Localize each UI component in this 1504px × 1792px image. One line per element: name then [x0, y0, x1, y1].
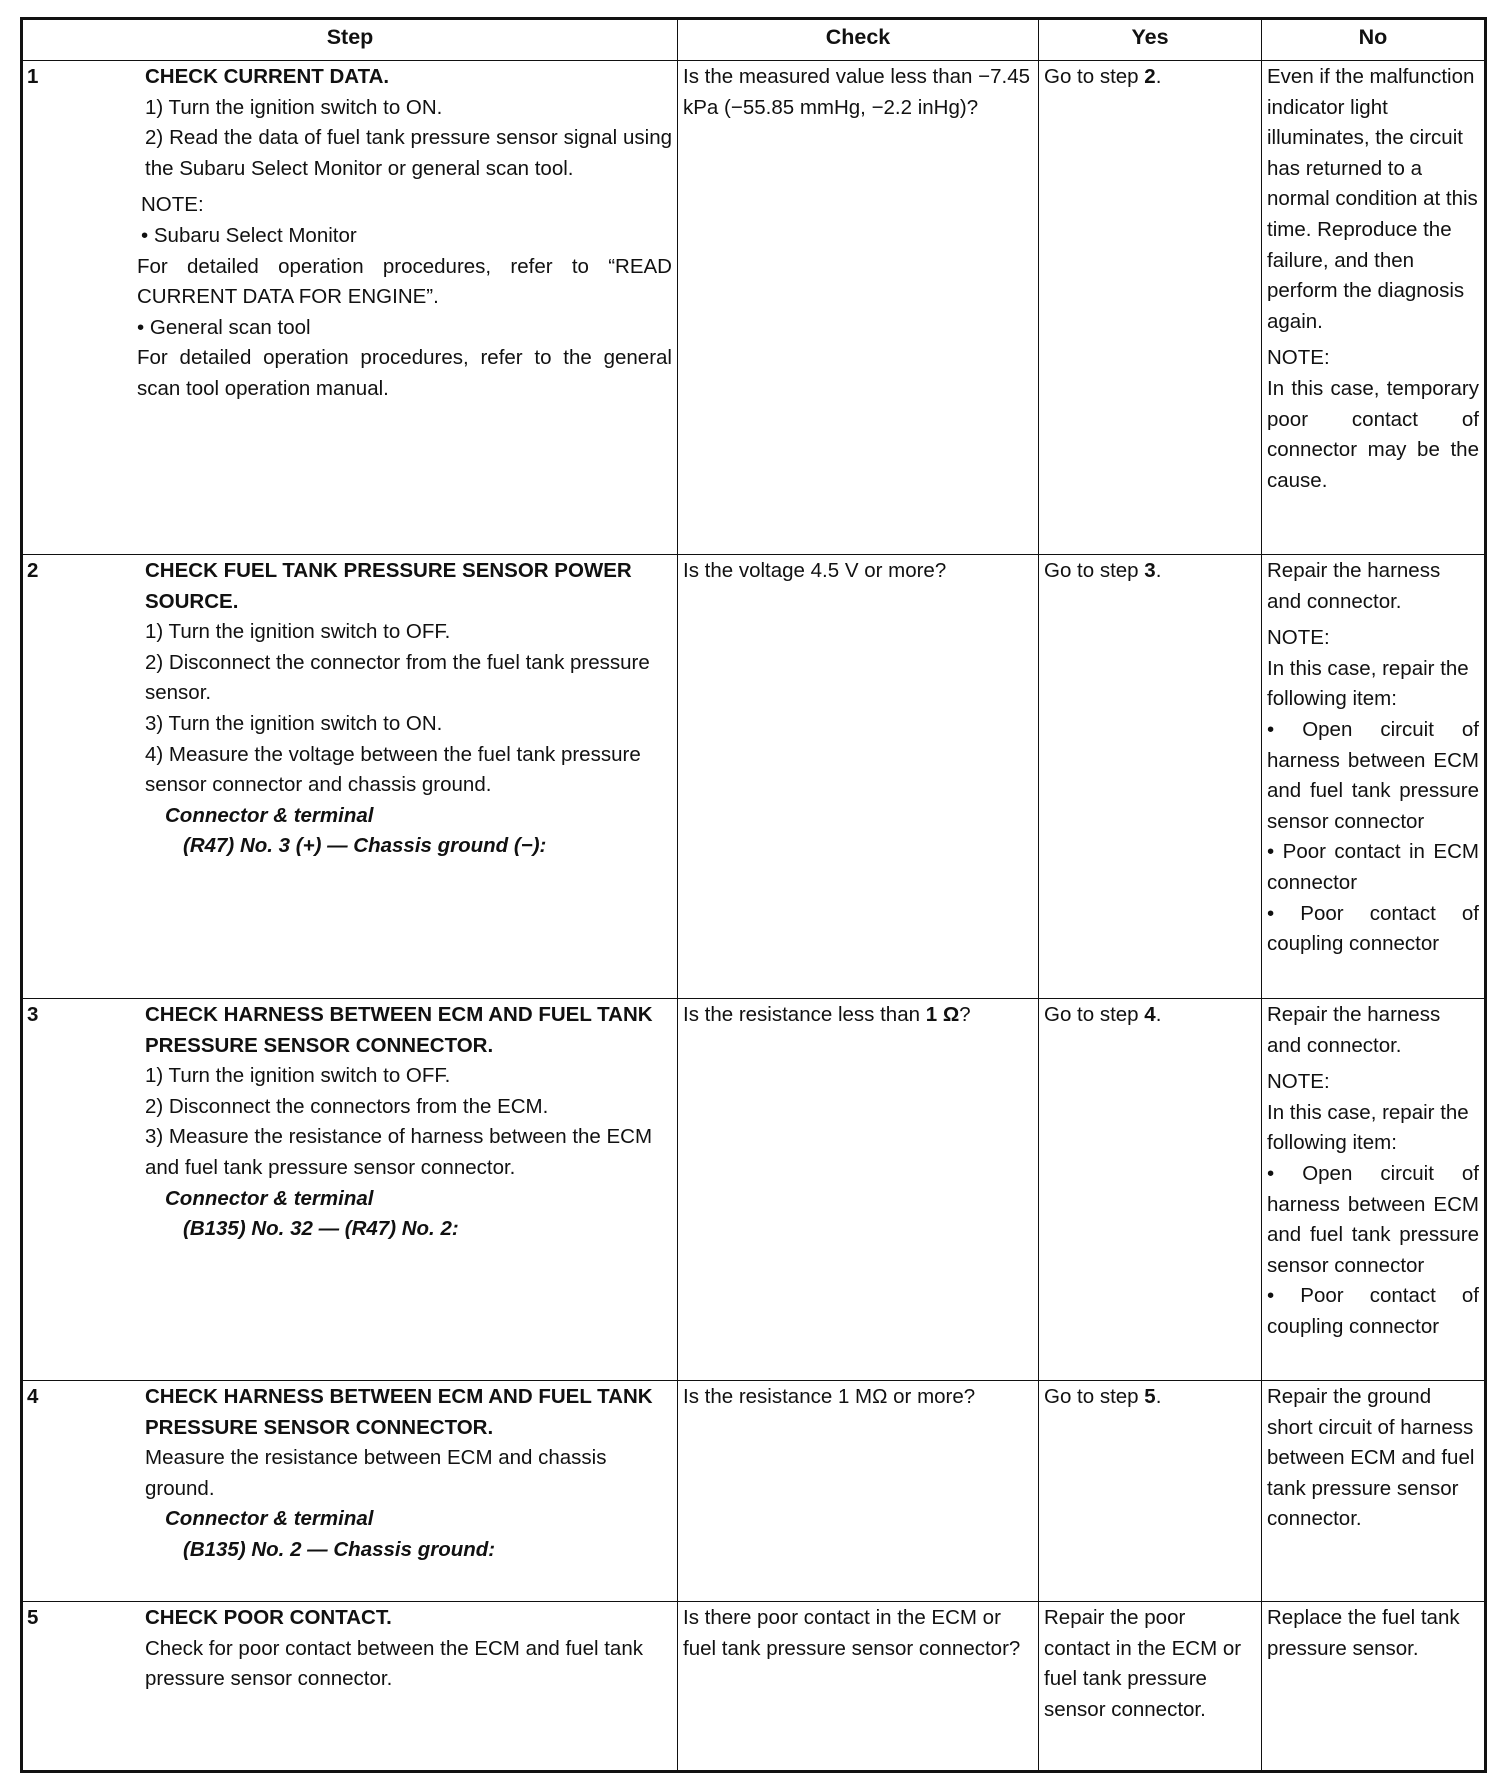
- yes-step-number: 4: [1144, 1003, 1156, 1026]
- check-bold-value: 1 Ω: [925, 1003, 960, 1026]
- step-cell: [22, 555, 678, 999]
- step-line: 3) Turn the ignition switch to ON.: [145, 711, 443, 735]
- table-row: [22, 61, 1486, 555]
- yes-cell: [1039, 61, 1262, 555]
- step-title: CHECK HARNESS BETWEEN ECM AND FUEL TANK PRESSURE SENSOR CONNECTOR.: [145, 1385, 653, 1439]
- terminal-value: (B135) No. 2 — Chassis ground:: [183, 1537, 496, 1561]
- no-line: In this case, repair the following item:: [1267, 1100, 1469, 1155]
- step-line: 1) Turn the ignition switch to OFF.: [145, 620, 451, 644]
- no-cell: [1262, 1381, 1486, 1602]
- terminal-label: Connector & terminal: [165, 1507, 374, 1531]
- yes-step-number: 5: [1144, 1385, 1156, 1408]
- header-step: Step: [22, 19, 678, 61]
- step-line: 3) Measure the resistance of harness between the ECM and fuel tank pressure sensor connector.: [145, 1125, 653, 1179]
- no-line: Repair the harness and connector.: [1267, 559, 1441, 613]
- terminal-value: (R47) No. 3 (+) — Chassis ground (−):: [183, 834, 547, 858]
- step-line: 4) Measure the voltage between the fuel tank pressure sensor connector and chassis ground.: [145, 742, 641, 797]
- step-line: • General scan tool: [137, 315, 311, 339]
- check-cell: [678, 999, 1039, 1381]
- no-cell: [1262, 555, 1486, 999]
- no-cell: [1262, 999, 1486, 1381]
- check-prefix: Is the resistance less than: [683, 1003, 926, 1026]
- table-row: [22, 999, 1486, 1381]
- yes-cell: [1039, 1381, 1262, 1602]
- header-row: [22, 19, 1486, 61]
- yes-suffix: .: [1155, 1385, 1162, 1408]
- header-yes: Yes: [1039, 19, 1262, 61]
- note-label: NOTE:: [1267, 1070, 1330, 1094]
- no-line: • Poor contact of coupling connector: [1267, 901, 1479, 956]
- step-line: Check for poor contact between the ECM and fuel tank pressure sensor connector.: [145, 1636, 643, 1691]
- step-line: Measure the resistance between ECM and chassis ground.: [145, 1446, 607, 1500]
- yes-suffix: .: [1155, 1003, 1162, 1026]
- step-cell: [22, 1381, 678, 1602]
- yes-suffix: .: [1155, 559, 1162, 582]
- step-number: 3: [27, 1003, 39, 1026]
- yes-prefix: Go to step: [1044, 1385, 1145, 1408]
- no-line: Repair the ground short circuit of harness between ECM and fuel tank pressure sensor connector.: [1267, 1385, 1475, 1531]
- step-number: 2: [27, 559, 39, 582]
- step-title: CHECK HARNESS BETWEEN ECM AND FUEL TANK PRESSURE SENSOR CONNECTOR.: [145, 1003, 653, 1057]
- step-line: For detailed operation procedures, refer to “READ CURRENT DATA FOR ENGINE”.: [137, 254, 672, 309]
- yes-suffix: .: [1155, 65, 1162, 88]
- step-number: 1: [27, 65, 39, 88]
- yes-prefix: Go to step: [1044, 559, 1145, 582]
- yes-prefix: Go to step: [1044, 65, 1145, 88]
- step-line: 2) Disconnect the connector from the fuel tank pressure sensor.: [145, 650, 650, 705]
- terminal-label: Connector & terminal: [165, 803, 374, 827]
- no-line: • Open circuit of harness between ECM and fuel tank pressure sensor connector: [1267, 1161, 1479, 1277]
- step-line: 1) Turn the ignition switch to ON.: [145, 95, 443, 119]
- no-line: • Poor contact in ECM connector: [1267, 840, 1479, 894]
- check-suffix: ?: [959, 1003, 971, 1026]
- header-check: Check: [678, 19, 1039, 61]
- step-line: 1) Turn the ignition switch to OFF.: [145, 1064, 451, 1088]
- note-label: NOTE:: [141, 193, 204, 217]
- step-line: 2) Disconnect the connectors from the ECM.: [145, 1094, 549, 1118]
- step-cell: [22, 1602, 678, 1772]
- no-cell: [1262, 61, 1486, 555]
- step-line: 2) Read the data of fuel tank pressure sensor signal using the Subaru Select Monitor or general scan tool.: [145, 126, 672, 180]
- check-cell: Is there poor contact in the ECM or fuel tank pressure sensor connector?: [678, 1602, 1039, 1772]
- header-no: No: [1262, 19, 1486, 61]
- step-cell: [22, 999, 678, 1381]
- yes-cell: [1039, 555, 1262, 999]
- note-label: NOTE:: [1267, 626, 1330, 650]
- check-cell: Is the measured value less than −7.45 kPa (−55.85 mmHg, −2.2 inHg)?: [678, 61, 1039, 555]
- table-row: [22, 1602, 1486, 1772]
- terminal-value: (B135) No. 32 — (R47) No. 2:: [183, 1217, 459, 1241]
- no-line: In this case, repair the following item:: [1267, 656, 1469, 711]
- step-title: CHECK POOR CONTACT.: [145, 1606, 392, 1629]
- check-cell: Is the voltage 4.5 V or more?: [678, 555, 1039, 999]
- step-line: • Subaru Select Monitor: [141, 223, 357, 247]
- no-line: Replace the fuel tank pressure sensor.: [1267, 1606, 1460, 1660]
- no-line: Even if the malfunction indicator light illuminates, the circuit has returned to a normal condition at this time. Reproduce the failure, and then perform the diagnosis again.: [1267, 65, 1478, 333]
- yes-step-number: 3: [1144, 559, 1156, 582]
- terminal-label: Connector & terminal: [165, 1186, 374, 1210]
- step-cell: [22, 61, 678, 555]
- step-number: 5: [27, 1606, 39, 1629]
- step-number: 4: [27, 1385, 39, 1408]
- no-line: Repair the harness and connector.: [1267, 1003, 1441, 1057]
- no-cell: [1262, 1602, 1486, 1772]
- step-line: For detailed operation procedures, refer to the general scan tool operation manual.: [137, 346, 672, 400]
- yes-prefix: Go to step: [1044, 1003, 1145, 1026]
- no-line: • Open circuit of harness between ECM and fuel tank pressure sensor connector: [1267, 717, 1479, 833]
- step-title: CHECK FUEL TANK PRESSURE SENSOR POWER SOURCE.: [145, 559, 632, 613]
- yes-cell: [1039, 999, 1262, 1381]
- step-title: CHECK CURRENT DATA.: [145, 65, 390, 88]
- yes-cell: Repair the poor contact in the ECM or fuel tank pressure sensor connector.: [1039, 1602, 1262, 1772]
- no-line: In this case, temporary poor contact of connector may be the cause.: [1267, 376, 1479, 492]
- check-cell: Is the resistance 1 MΩ or more?: [678, 1381, 1039, 1602]
- no-line: • Poor contact of coupling connector: [1267, 1284, 1479, 1338]
- yes-step-number: 2: [1144, 65, 1156, 88]
- table-row: [22, 555, 1486, 999]
- diagnosis-table: [20, 17, 1487, 1773]
- note-label: NOTE:: [1267, 346, 1330, 370]
- table-row: [22, 1381, 1486, 1602]
